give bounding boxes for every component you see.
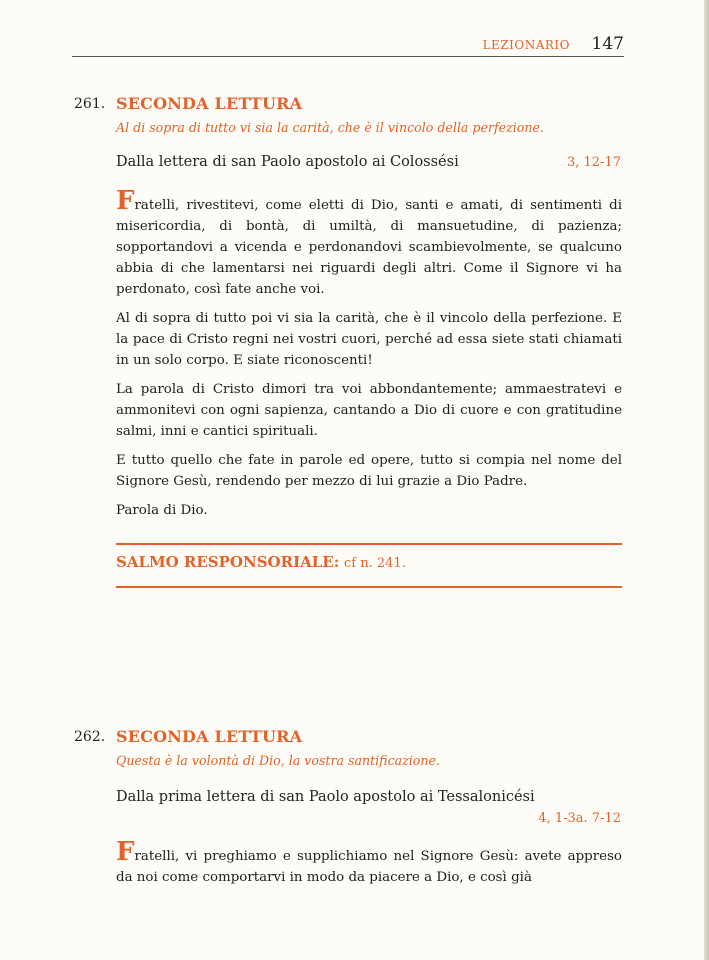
closing-formula: Parola di Dio. bbox=[116, 503, 208, 518]
reading-number: 261. bbox=[74, 96, 106, 112]
reading-body bbox=[116, 186, 622, 529]
page-number: 147 bbox=[591, 34, 624, 54]
psalm-rule-top bbox=[116, 543, 622, 545]
psalm-label: SALMO RESPONSORIALE: bbox=[116, 553, 340, 571]
paragraph: E tutto quello che fate in parole ed opere, tutto si compia nel nome del Signore Gesù, rendendo per mezzo di lui grazie a Dio Padre. bbox=[116, 453, 622, 489]
psalm-rule-bottom bbox=[116, 586, 622, 588]
paragraph bbox=[116, 186, 622, 300]
reading-title: SECONDA LETTURA bbox=[116, 727, 303, 746]
drop-cap: F bbox=[116, 186, 135, 216]
header-section: LEZIONARIO bbox=[482, 38, 570, 52]
paragraph-text: ratelli, vi preghiamo e supplichiamo nel Signore Gesù: avete appreso da noi come comportarvi in modo da piacere a Dio, e così già bbox=[116, 849, 622, 885]
reading-reference: 4, 1-3a. 7-12 bbox=[538, 811, 621, 826]
drop-cap: F bbox=[116, 837, 135, 867]
reading-number: 262. bbox=[74, 729, 106, 745]
paragraph: La parola di Cristo dimori tra voi abbondantemente; ammaestratevi e ammonitevi con ogni sapienza, cantando a Dio di cuore e con gratitudine salmi, inni e cantici spirituali. bbox=[116, 382, 622, 439]
page-edge bbox=[704, 0, 709, 960]
reading-source: Dalla lettera di san Paolo apostolo ai Colossési bbox=[116, 154, 459, 170]
paragraph: Al di sopra di tutto poi vi sia la carità, che è il vincolo della perfezione. E la pace di Cristo regni nei vostri cuori, perché ad essa siete stati chiamati in un solo corpo. E siate riconoscenti! bbox=[116, 311, 622, 368]
paragraph-text: ratelli, rivestitevi, come eletti di Dio, santi e amati, di sentimenti di misericordia, di bontà, di umiltà, di mansuetudine, di pazienza; sopportandovi a vicenda e perdonandovi scambievolmente, se qualcuno abbia di che lamentarsi nei riguardi degli altri. Come il Signore vi ha perdonato, così fate anche voi. bbox=[116, 198, 622, 297]
reading-title: SECONDA LETTURA bbox=[116, 94, 303, 113]
reading-subtitle: Questa è la volontà di Dio, la vostra santificazione. bbox=[116, 753, 440, 768]
reading-source: Dalla prima lettera di san Paolo apostolo ai Tessalonicési bbox=[116, 789, 535, 805]
psalm-reference-line bbox=[116, 553, 406, 571]
paragraph bbox=[116, 837, 622, 888]
reading-reference: 3, 12-17 bbox=[566, 155, 621, 170]
psalm-reference: cf n. 241. bbox=[344, 556, 406, 571]
reading-body bbox=[116, 837, 622, 896]
running-header bbox=[72, 34, 624, 57]
reading-subtitle: Al di sopra di tutto vi sia la carità, che è il vincolo della perfezione. bbox=[116, 120, 544, 135]
